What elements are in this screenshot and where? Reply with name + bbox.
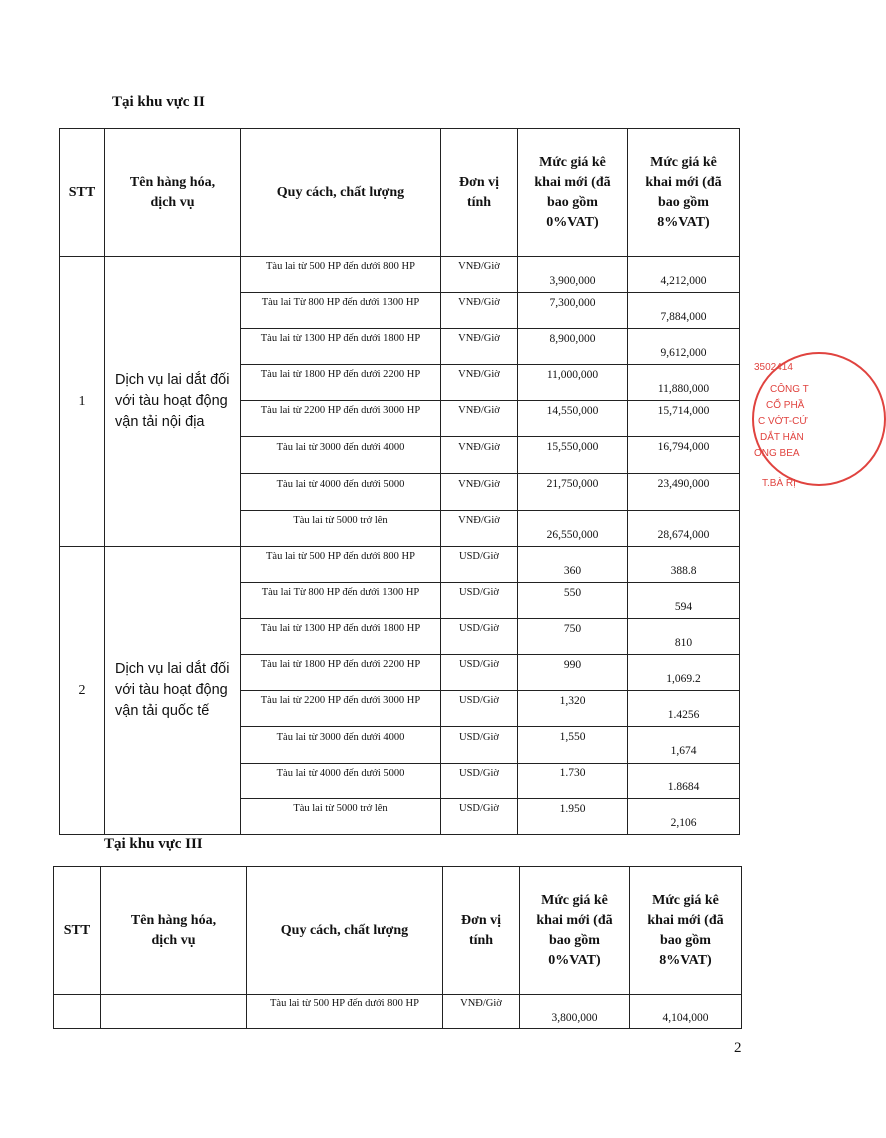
spec-cell: Tàu lai từ 500 HP đến dưới 800 HP xyxy=(241,257,441,293)
stt-cell: 2 xyxy=(60,547,105,835)
spec-cell: Tàu lai từ 3000 đến dưới 4000 xyxy=(241,437,441,474)
price-0vat-cell: 15,550,000 xyxy=(518,437,628,474)
price-0vat-cell: 1.950 xyxy=(518,799,628,835)
price-0vat-cell: 360 xyxy=(518,547,628,583)
unit-cell: USD/Giờ xyxy=(441,727,518,764)
spec-cell: Tàu lai từ 1300 HP đến dưới 1800 HP xyxy=(241,619,441,655)
seal-text-line: ONG BEA xyxy=(754,448,800,459)
unit-cell: USD/Giờ xyxy=(441,619,518,655)
stt-cell: 1 xyxy=(60,257,105,547)
price-8vat-cell: 11,880,000 xyxy=(628,365,740,401)
price-0vat-cell: 1,550 xyxy=(518,727,628,764)
price-8vat-cell: 810 xyxy=(628,619,740,655)
unit-cell: VNĐ/Giờ xyxy=(441,511,518,547)
table-row xyxy=(54,995,742,1029)
section-2-heading: Tại khu vực II xyxy=(112,94,205,110)
unit-cell: VNĐ/Giờ xyxy=(441,293,518,329)
price-8vat-cell: 594 xyxy=(628,583,740,619)
unit-cell: USD/Giờ xyxy=(441,547,518,583)
spec-cell: Tàu lai từ 2200 HP đến dưới 3000 HP xyxy=(241,691,441,727)
unit-cell: VNĐ/Giờ xyxy=(443,995,520,1029)
seal-text-line: C VỚT-CỨ xyxy=(758,416,808,427)
service-name-cell: Dịch vụ lai dắt đối với tàu hoạt động vận tải nội địa xyxy=(105,257,241,547)
stt-cell xyxy=(54,995,101,1029)
unit-cell: VNĐ/Giờ xyxy=(441,257,518,293)
unit-cell: VNĐ/Giờ xyxy=(441,401,518,437)
spec-cell: Tàu lai từ 1800 HP đến dưới 2200 HP xyxy=(241,655,441,691)
header-unit: Đơn vị tính xyxy=(441,129,518,257)
price-table-region-2 xyxy=(59,128,740,835)
group-2 xyxy=(60,547,740,835)
page-number: 2 xyxy=(734,1040,742,1056)
price-0vat-cell: 26,550,000 xyxy=(518,511,628,547)
price-8vat-cell: 7,884,000 xyxy=(628,293,740,329)
price-8vat-cell: 388.8 xyxy=(628,547,740,583)
spec-cell: Tàu lai từ 5000 trở lên xyxy=(241,799,441,835)
price-8vat-cell: 4,104,000 xyxy=(630,995,742,1029)
price-8vat-cell: 1,069.2 xyxy=(628,655,740,691)
price-0vat-cell: 3,900,000 xyxy=(518,257,628,293)
spec-cell: Tàu lai từ 500 HP đến dưới 800 HP xyxy=(247,995,443,1029)
header-name: Tên hàng hóa, dịch vụ xyxy=(105,129,241,257)
header-unit: Đơn vị tính xyxy=(443,867,520,995)
header-price-8vat: Mức giá kê khai mới (đã bao gồm 8%VAT) xyxy=(630,867,742,995)
header-price-0vat: Mức giá kê khai mới (đã bao gồm 0%VAT) xyxy=(520,867,630,995)
price-0vat-cell: 11,000,000 xyxy=(518,365,628,401)
price-8vat-cell: 28,674,000 xyxy=(628,511,740,547)
spec-cell: Tàu lai Từ 800 HP đến dưới 1300 HP xyxy=(241,583,441,619)
price-0vat-cell: 1.730 xyxy=(518,764,628,799)
seal-text-line: CỔ PHẦ xyxy=(766,400,805,411)
spec-cell: Tàu lai từ 3000 đến dưới 4000 xyxy=(241,727,441,764)
price-0vat-cell: 990 xyxy=(518,655,628,691)
price-table-region-3 xyxy=(53,866,742,1029)
table-row xyxy=(60,257,740,293)
unit-cell: VNĐ/Giờ xyxy=(441,329,518,365)
service-name-cell: Dịch vụ lai dắt đối với tàu hoạt động vận tải quốc tế xyxy=(105,547,241,835)
price-0vat-cell: 750 xyxy=(518,619,628,655)
price-8vat-cell: 9,612,000 xyxy=(628,329,740,365)
header-spec: Quy cách, chất lượng xyxy=(247,867,443,995)
spec-cell: Tàu lai Từ 800 HP đến dưới 1300 HP xyxy=(241,293,441,329)
price-8vat-cell: 23,490,000 xyxy=(628,474,740,511)
unit-cell: VNĐ/Giờ xyxy=(441,437,518,474)
price-8vat-cell: 15,714,000 xyxy=(628,401,740,437)
price-0vat-cell: 7,300,000 xyxy=(518,293,628,329)
unit-cell: USD/Giờ xyxy=(441,799,518,835)
price-0vat-cell: 8,900,000 xyxy=(518,329,628,365)
price-8vat-cell: 1,674 xyxy=(628,727,740,764)
seal-text-line: DẮT HÀN xyxy=(760,432,804,443)
seal-text-line: CÔNG T xyxy=(770,384,809,395)
price-0vat-cell: 550 xyxy=(518,583,628,619)
spec-cell: Tàu lai từ 500 HP đến dưới 800 HP xyxy=(241,547,441,583)
header-stt: STT xyxy=(60,129,105,257)
header-spec: Quy cách, chất lượng xyxy=(241,129,441,257)
section-3-heading: Tại khu vực III xyxy=(104,836,203,852)
seal-text-line: T.BÀ RỊ xyxy=(762,478,796,489)
spec-cell: Tàu lai từ 4000 đến dưới 5000 xyxy=(241,764,441,799)
spec-cell: Tàu lai từ 5000 trở lên xyxy=(241,511,441,547)
spec-cell: Tàu lai từ 4000 đến dưới 5000 xyxy=(241,474,441,511)
table-row xyxy=(60,547,740,583)
price-0vat-cell: 3,800,000 xyxy=(520,995,630,1029)
unit-cell: USD/Giờ xyxy=(441,583,518,619)
header-name: Tên hàng hóa, dịch vụ xyxy=(101,867,247,995)
price-0vat-cell: 14,550,000 xyxy=(518,401,628,437)
group-1 xyxy=(60,257,740,547)
unit-cell: USD/Giờ xyxy=(441,691,518,727)
price-8vat-cell: 2,106 xyxy=(628,799,740,835)
unit-cell: VNĐ/Giờ xyxy=(441,474,518,511)
header-price-8vat: Mức giá kê khai mới (đã bao gồm 8%VAT) xyxy=(628,129,740,257)
price-0vat-cell: 1,320 xyxy=(518,691,628,727)
price-0vat-cell: 21,750,000 xyxy=(518,474,628,511)
header-stt: STT xyxy=(54,867,101,995)
name-cell xyxy=(101,995,247,1029)
price-8vat-cell: 4,212,000 xyxy=(628,257,740,293)
price-8vat-cell: 16,794,000 xyxy=(628,437,740,474)
header-price-0vat: Mức giá kê khai mới (đã bao gồm 0%VAT) xyxy=(518,129,628,257)
price-8vat-cell: 1.4256 xyxy=(628,691,740,727)
spec-cell: Tàu lai từ 1800 HP đến dưới 2200 HP xyxy=(241,365,441,401)
unit-cell: USD/Giờ xyxy=(441,764,518,799)
unit-cell: VNĐ/Giờ xyxy=(441,365,518,401)
unit-cell: USD/Giờ xyxy=(441,655,518,691)
seal-text-line: 3502414 xyxy=(754,362,793,373)
spec-cell: Tàu lai từ 2200 HP đến dưới 3000 HP xyxy=(241,401,441,437)
spec-cell: Tàu lai từ 1300 HP đến dưới 1800 HP xyxy=(241,329,441,365)
price-8vat-cell: 1.8684 xyxy=(628,764,740,799)
